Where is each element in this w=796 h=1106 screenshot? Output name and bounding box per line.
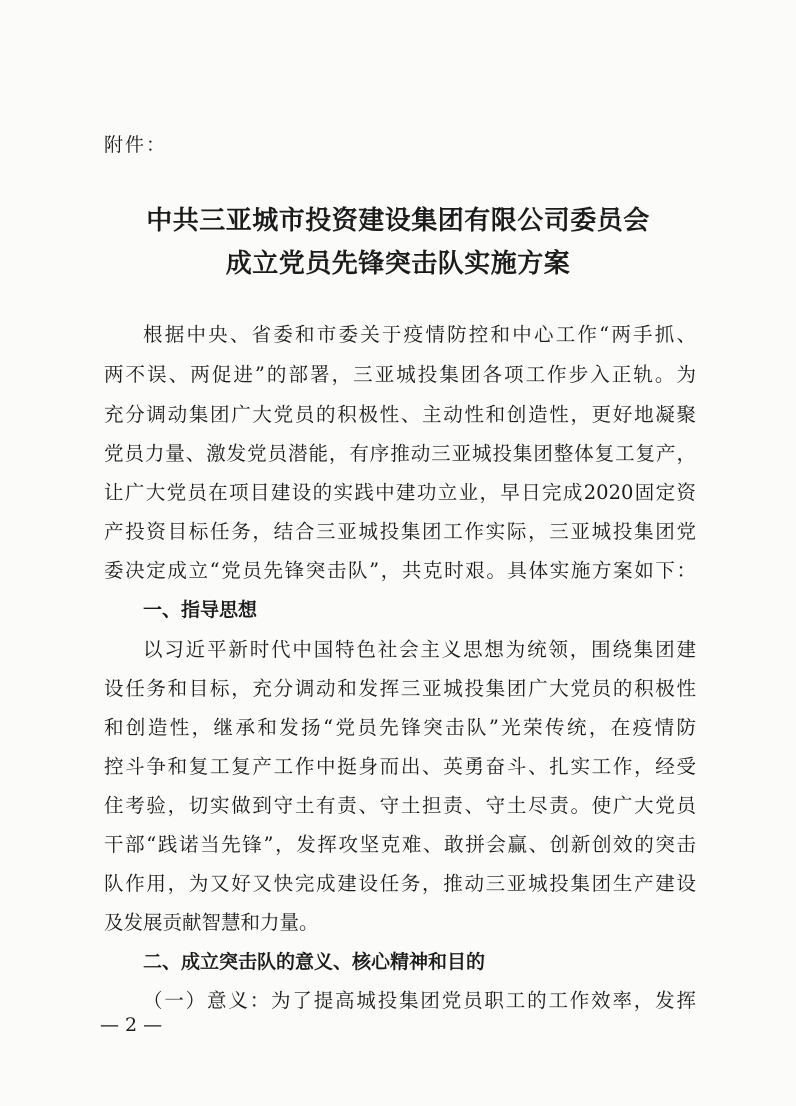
section1-line: 以习近平新时代中国特色社会主义思想为统领，围绕集团建	[143, 638, 696, 661]
document-title-line-1: 中共三亚城市投资建设集团有限公司委员会	[146, 206, 650, 236]
intro-line: 党员力量、激发党员潜能，有序推动三亚城投集团整体复工复产，	[104, 442, 696, 465]
intro-line: 让广大党员在项目建设的实践中建功立业，早日完成2020固定资	[104, 481, 696, 504]
intro-line: 根据中央、省委和市委关于疫情防控和中心工作“两手抓、	[143, 323, 696, 346]
intro-line: 产投资目标任务，结合三亚城投集团工作实际，三亚城投集团党	[104, 520, 696, 543]
section1-line: 及发展贡献智慧和力量。	[104, 911, 319, 934]
section-heading-guiding-ideology: 一、指导思想	[143, 599, 258, 621]
section1-line: 干部“践诺当先锋”，发挥攻坚克难、敢拼会赢、创新创效的突击	[104, 833, 696, 856]
section-heading-significance: 二、成立突击队的意义、核心精神和目的	[143, 951, 486, 973]
intro-line: 充分调动集团广大党员的积极性、主动性和创造性，更好地凝聚	[104, 403, 696, 426]
section1-line: 控斗争和复工复产工作中挺身而出、英勇奋斗、扎实工作，经受	[104, 755, 696, 778]
intro-line: 委决定成立“党员先锋突击队”，共克时艰。具体实施方案如下：	[104, 559, 696, 582]
section1-line: 队作用，为又好又快完成建设任务，推动三亚城投集团生产建设	[104, 872, 696, 895]
document-title-line-2: 成立党员先锋突击队实施方案	[225, 249, 571, 279]
section2-line: （一）意义：为了提高城投集团党员职工的工作效率，发挥	[143, 989, 696, 1012]
section1-line: 住考验，切实做到守土有责、守土担责、守土尽责。使广大党员	[104, 794, 696, 817]
section1-line: 和创造性，继承和发扬“党员先锋突击队”光荣传统，在疫情防	[104, 716, 696, 739]
intro-line: 两不误、两促进”的部署，三亚城投集团各项工作步入正轨。为	[104, 363, 696, 386]
page-number: — 2 —	[100, 1014, 163, 1036]
attachment-label: 附件：	[104, 134, 168, 156]
section1-line: 设任务和目标，充分调动和发挥三亚城投集团广大党员的积极性	[104, 677, 696, 700]
